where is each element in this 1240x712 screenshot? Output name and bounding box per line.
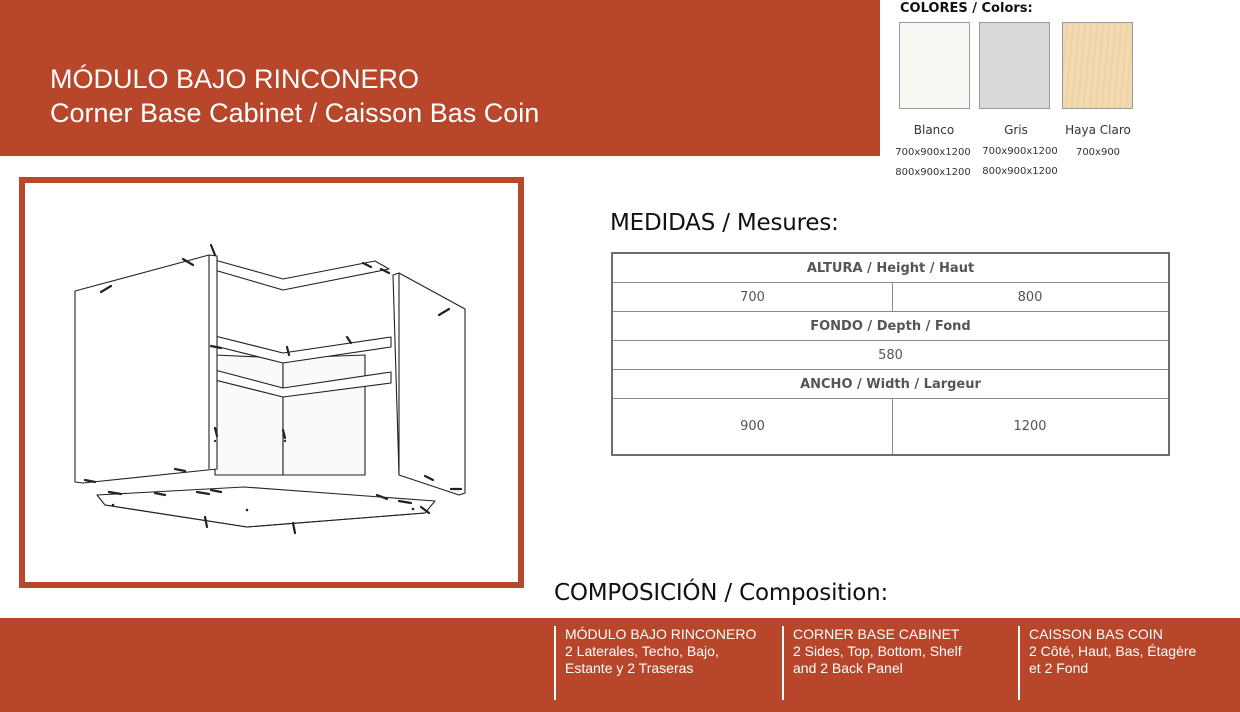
size-item: 700x900x1200: [895, 147, 971, 158]
composition-en-line2: and 2 Back Panel: [793, 660, 903, 676]
composicion-heading: COMPOSICIÓN / Composition:: [554, 580, 889, 606]
composition-fr: [1018, 626, 1233, 700]
altura-value-700: 700: [613, 283, 893, 311]
header-band: [0, 0, 880, 156]
fondo-values-row: [613, 341, 1168, 370]
composition-en: [782, 626, 1007, 700]
corner-cabinet-exploded-drawing-icon: [25, 183, 518, 582]
swatch-label-blanco: Blanco: [913, 123, 955, 137]
altura-values-row: [613, 283, 1168, 312]
altura-header-row: [613, 254, 1168, 283]
size-item: 700x900x1200: [982, 146, 1058, 157]
colors-panel: [880, 0, 1240, 200]
ancho-label: ANCHO / Width / Largeur: [800, 376, 981, 392]
composition-es: [554, 626, 774, 700]
swatch-haya-claro: [1062, 22, 1133, 109]
ancho-values-row: [613, 399, 1168, 454]
medidas-heading: MEDIDAS / Mesures:: [610, 210, 839, 236]
size-item: 800x900x1200: [982, 166, 1058, 177]
sizes-haya-claro: [1043, 143, 1153, 163]
altura-value-800: 800: [1017, 289, 1043, 305]
ancho-value-900: 900: [613, 399, 893, 454]
size-item: 800x900x1200: [895, 167, 971, 178]
composition-es-line2: Estante y 2 Traseras: [565, 660, 694, 676]
cabinet-drawing-frame: [19, 177, 524, 588]
altura-label: ALTURA / Height / Haut: [806, 260, 975, 276]
composition-en-line1: 2 Sides, Top, Bottom, Shelf: [793, 643, 962, 659]
colors-heading: COLORES / Colors:: [900, 1, 1033, 16]
fondo-value: 580: [878, 347, 903, 363]
product-title-en-fr: Corner Base Cabinet / Caisson Bas Coin: [50, 98, 540, 128]
fondo-label: FONDO / Depth / Fond: [810, 318, 971, 334]
swatch-label-haya-claro: Haya Claro: [1065, 123, 1131, 137]
composition-fr-line2: et 2 Fond: [1029, 660, 1089, 676]
size-item: 700x900: [1075, 147, 1121, 158]
swatch-gris: [979, 22, 1050, 109]
swatch-label-gris: Gris: [1004, 123, 1028, 137]
composition-en-title: CORNER BASE CABINET: [793, 626, 960, 642]
composition-fr-line1: 2 Côté, Haut, Bas, Étagère: [1029, 643, 1197, 659]
product-title-es: MÓDULO BAJO RINCONERO: [50, 64, 420, 94]
swatch-blanco: [899, 22, 970, 109]
medidas-table: [611, 252, 1170, 456]
footer-band: [0, 618, 1240, 712]
composition-es-line1: 2 Laterales, Techo, Bajo,: [565, 643, 719, 659]
composition-es-title: MÓDULO BAJO RINCONERO: [565, 626, 757, 642]
composition-fr-title: CAISSON BAS COIN: [1029, 626, 1163, 642]
ancho-value-1200: 1200: [1013, 419, 1047, 434]
fondo-header-row: [613, 312, 1168, 341]
ancho-header-row: [613, 370, 1168, 399]
